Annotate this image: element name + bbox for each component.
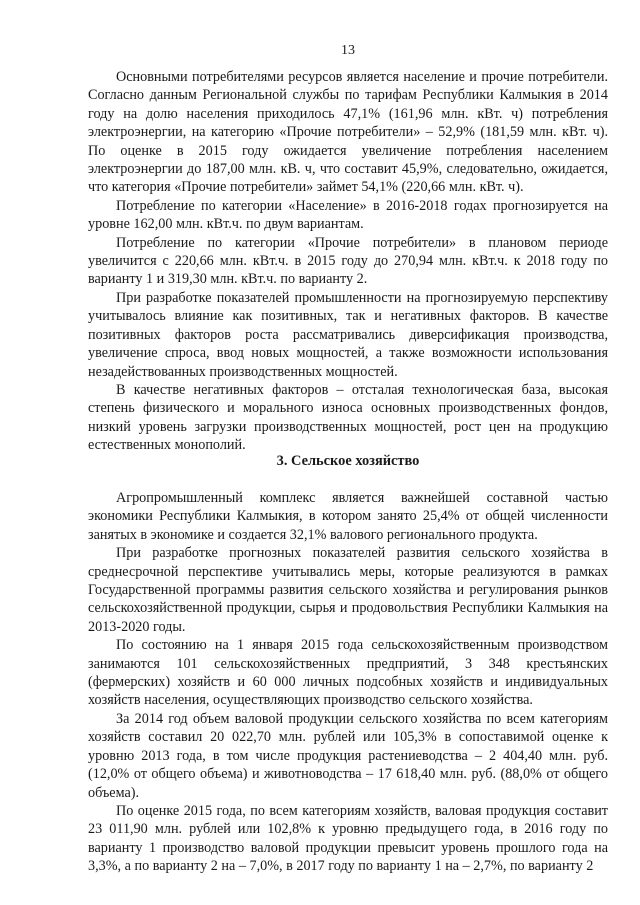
paragraph: При разработке показателей промышленности на прогнозируемую перспективу учитывалось влияние как позитивных, так и негативных факторов. В качестве позитивных факторов роста рассматривались диверсификация производства, увеличение спроса, ввод новых мощностей, а также возможности использования незадействованных производственных мощностей. bbox=[88, 289, 608, 380]
paragraph: За 2014 год объем валовой продукции сельского хозяйства по всем категориям хозяйств составил 20 022,70 млн. рублей или 105,3% в сопоставимой оценке к уровню 2013 года, в том числе продукция растениеводства – 2 404,40 млн. руб. (12,0% от общего объема) и животноводства – 17 618,40 млн. руб. (88,0% от общего объема). bbox=[88, 710, 608, 801]
section-agriculture bbox=[88, 489, 608, 876]
paragraph: В качестве негативных факторов – отсталая технологическая база, высокая степень физического и морального износа основных производственных фондов, низкий уровень загрузки производственных мощностей, рост цен на продукцию естественных монополий. bbox=[88, 381, 608, 454]
paragraph: По оценке 2015 года, по всем категориям хозяйств, валовая продукция составит 23 011,90 млн. рублей или 102,8% к уровню предыдущего года, в 2016 году по варианту 1 производство валовой продукции превысит уровень прошлого года на 3,3%, а по варианту 2 на – 7,0%, в 2017 году по варианту 1 на – 2,7%, по варианту 2 bbox=[88, 802, 608, 875]
paragraph: Потребление по категории «Прочие потребители» в плановом периоде увеличится с 220,66 млн. кВт.ч. в 2015 году до 270,94 млн. кВт.ч. к 2018 году по варианту 1 и 319,30 млн. кВт.ч. по варианту 2. bbox=[88, 234, 608, 288]
paragraph: Основными потребителями ресурсов является население и прочие потребители. Согласно данным Региональной службы по тарифам Республики Калмыкия в 2014 году на долю населения приходилось 47,1% (161,96 млн. кВт. ч) потребления электроэнергии, на категорию «Прочие потребители» – 52,9% (181,59 млн. кВт. ч). По оценке в 2015 году ожидается увеличение потребления населением электроэнергии до 187,00 млн. кВ. ч, что составит 45,9%, следовательно, ожидается, что категория «Прочие потребители» займет 54,1% (220,66 млн. кВт. ч). bbox=[88, 69, 608, 196]
paragraph: При разработке прогнозных показателей развития сельского хозяйства в среднесрочной перспективе учитывались меры, которые реализуются в рамках Государственной программы развития сельского хозяйства и регулирования рынков сельскохозяйственной продукции, сырья и продовольствия Республики Калмыкия на 2013-2020 годы. bbox=[88, 545, 608, 635]
paragraph: Агропромышленный комплекс является важнейшей составной частью экономики Республики Калмыкия, в котором занято 25,4% от общей численности занятых в экономике и создается 32,1% валового регионального продукта. bbox=[88, 490, 608, 543]
section-energy-industry bbox=[88, 68, 608, 455]
paragraph: По состоянию на 1 января 2015 года сельскохозяйственным производством занимаются 101 сельскохозяйственных предприятий, 3 348 крестьянских (фермерских) хозяйств и 60 000 личных подсобных хозяйств и индивидуальных хозяйств населения, осуществляющих производство сельского хозяйства. bbox=[88, 637, 608, 709]
page-number: 13 bbox=[341, 43, 355, 58]
section-heading: 3. Сельское хозяйство bbox=[276, 453, 420, 469]
paragraph: Потребление по категории «Население» в 2016-2018 годах прогнозируется на уровне 162,00 млн. кВт.ч. по двум вариантам. bbox=[88, 197, 608, 233]
